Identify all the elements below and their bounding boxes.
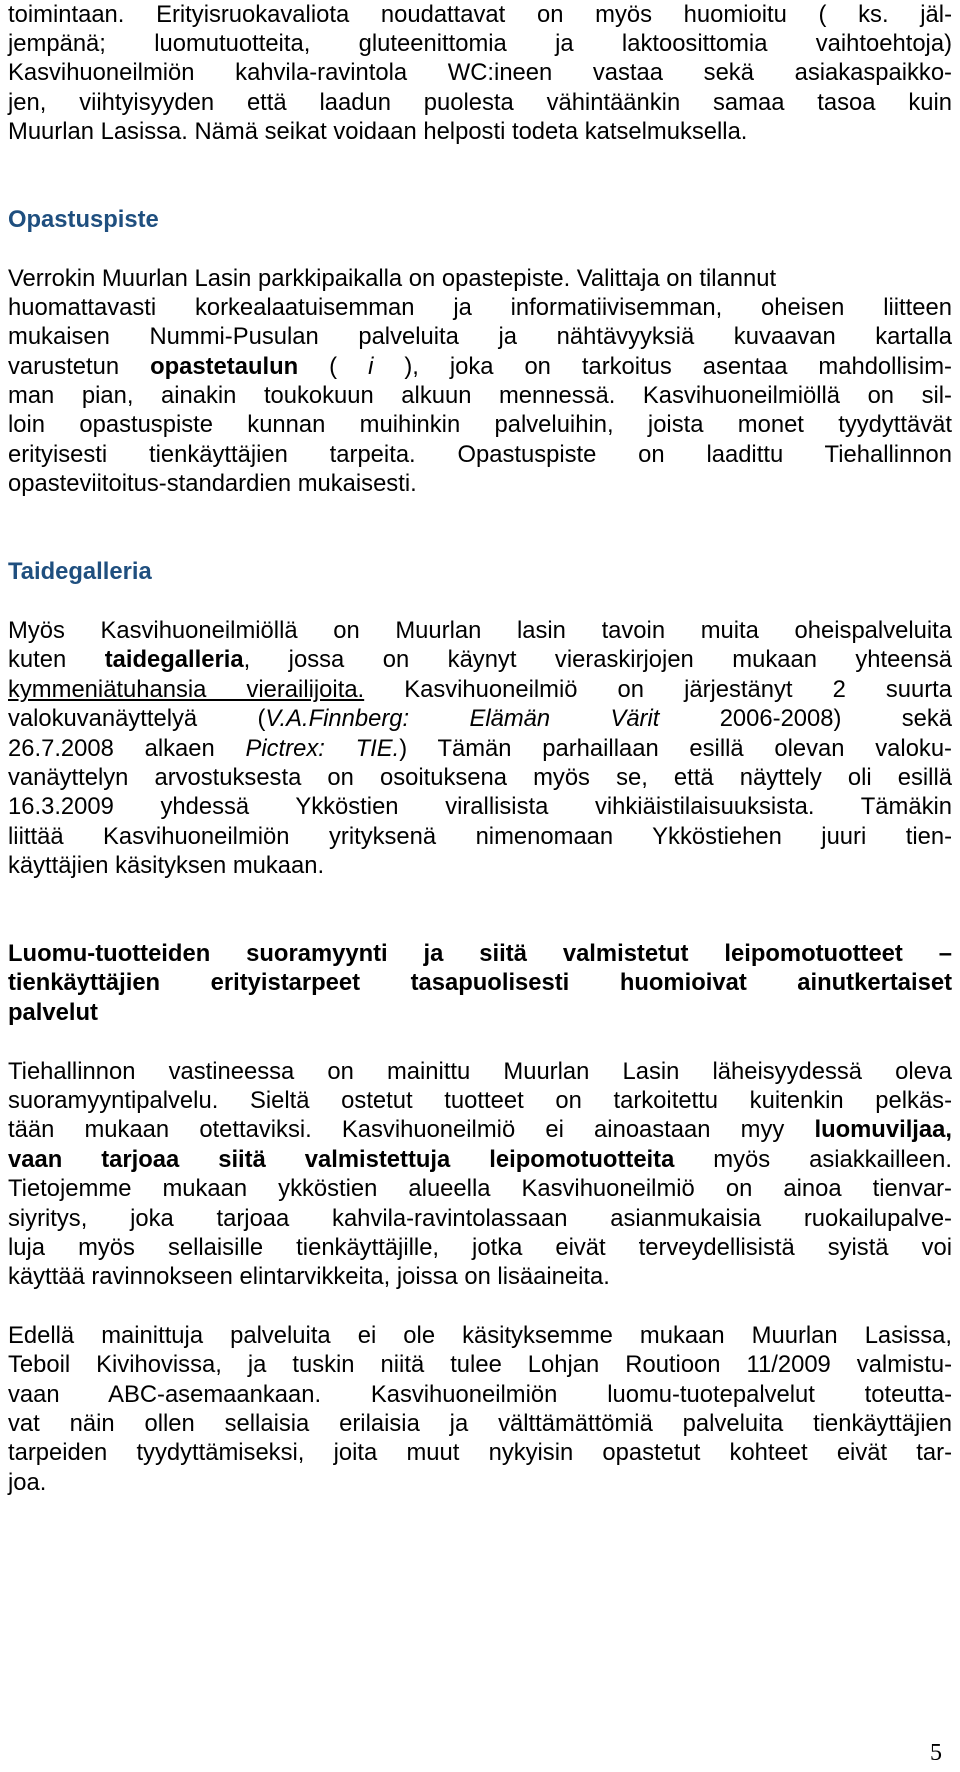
luomu-line-7: luja myös sellaisille tienkäyttäjille, jotka eivät terveydellisistä syistä voi bbox=[8, 1234, 952, 1261]
luomu-heading-line-3: palvelut bbox=[8, 999, 98, 1026]
closing-line-1: Edellä mainittuja palveluita ei ole käsityksemme mukaan Muurlan Lasissa, bbox=[8, 1322, 952, 1349]
luomu-l4b: myös asiakkailleen. bbox=[674, 1146, 952, 1173]
galleria-l4a: valokuvanäyttelyä ( bbox=[8, 705, 266, 732]
galleria-line-4 bbox=[8, 704, 952, 734]
galleria-l3b: Kasvihuoneilmiö on järjestänyt 2 suurta bbox=[364, 676, 952, 703]
luomu-l3a: tään mukaan otettaviksi. Kasvihuoneilmiö ei ainoastaan myy bbox=[8, 1116, 815, 1143]
page-number: 5 bbox=[930, 1740, 942, 1766]
opastuspiste-heading: Opastuspiste bbox=[8, 206, 159, 233]
luomu-heading-line-1: Luomu-tuotteiden suoramyynti ja siitä valmistetut leipomotuotteet – bbox=[8, 940, 952, 967]
galleria-l2a: kuten bbox=[8, 646, 67, 673]
closing-line-4: vat näin ollen sellaisia erilaisia ja välttämättömiä palveluita tienkäyttäjien bbox=[8, 1410, 952, 1437]
closing-line-6: joa. bbox=[8, 1469, 47, 1496]
closing-line-3: vaan ABC-asemaankaan. Kasvihuoneilmiön luomu-tuotepalvelut toteutta- bbox=[8, 1381, 952, 1408]
opastus-line-5: man pian, ainakin toukokuun alkuun mennessä. Kasvihuoneilmiöllä on sil- bbox=[8, 382, 952, 409]
taidegalleria-bold: taidegalleria bbox=[104, 646, 244, 673]
luomu-heading-line-2: tienkäyttäjien erityistarpeet tasapuolisesti huomioivat ainutkertaiset bbox=[8, 969, 952, 996]
leipomotuotteita-bold: vaan tarjoaa siitä valmistettuja leipomotuotteita bbox=[8, 1146, 675, 1173]
galleria-l4c: 2006-2008) sekä bbox=[659, 705, 953, 732]
luomu-line-5: Tietojemme mukaan ykköstien alueella Kasvihuoneilmiö on ainoa tienvar- bbox=[8, 1175, 952, 1202]
opastus-line-8: opasteviitoitus-standardien mukaisesti. bbox=[8, 470, 417, 497]
luomu-line-4 bbox=[8, 1145, 952, 1175]
intro-line-1: toimintaan. Erityisruokavaliota noudattavat on myös huomioitu ( ks. jäl- bbox=[8, 1, 952, 28]
galleria-line-8: liittää Kasvihuoneilmiön yrityksenä nimenomaan Ykköstiehen juuri tien- bbox=[8, 823, 952, 850]
luomu-line-3 bbox=[8, 1115, 952, 1145]
opastus-l4e: ), joka on tarkoitus asentaa mahdollisim- bbox=[404, 353, 952, 380]
info-i-text: i bbox=[368, 353, 374, 380]
opastus-line-1 bbox=[8, 264, 952, 294]
closing-line-5: tarpeiden tyydyttämiseksi, joita muut nykyisin opastetut kohteet eivät tar- bbox=[8, 1439, 952, 1466]
opastus-line-4 bbox=[8, 352, 952, 382]
luomu-line-8: käyttää ravinnokseen elintarvikkeita, joissa on lisäaineita. bbox=[8, 1263, 610, 1290]
finnberg-italic: V.A.Finnberg: Elämän Värit bbox=[265, 705, 660, 732]
taidegalleria-heading: Taidegalleria bbox=[8, 558, 152, 585]
galleria-line-5 bbox=[8, 734, 952, 764]
closing-line-2: Teboil Kivihovissa, ja tuskin niitä tulee Lohjan Routioon 11/2009 valmistu- bbox=[8, 1351, 952, 1378]
galleria-l5a: 26.7.2008 alkaen bbox=[8, 735, 246, 762]
opastus-line-1-text: Verrokin Muurlan Lasin parkkipaikalla on opastepiste. Valittaja on tilannut bbox=[8, 265, 777, 292]
luomu-line-1: Tiehallinnon vastineessa on mainittu Muurlan Lasin läheisyydessä oleva bbox=[8, 1058, 952, 1085]
opastus-line-3: mukaisen Nummi-Pusulan palveluita ja nähtävyyksiä kuvaavan kartalla bbox=[8, 323, 952, 350]
vierailijoita-underline: kymmeniätuhansia vierailijoita. bbox=[8, 676, 365, 703]
galleria-line-2 bbox=[8, 645, 952, 675]
galleria-line-3 bbox=[8, 675, 952, 705]
galleria-line-7: 16.3.2009 yhdessä Ykköstien virallisista vihkiäistilaisuuksista. Tämäkin bbox=[8, 793, 952, 820]
galleria-line-1: Myös Kasvihuoneilmiöllä on Muurlan lasin tavoin muita oheispalveluita bbox=[8, 617, 952, 644]
intro-line-4: jen, viihtyisyyden että laadun puolesta vähintäänkin samaa tasoa kuin bbox=[8, 89, 952, 116]
opastus-line-6: loin opastuspiste kunnan muihinkin palveluihin, joista monet tyydyttävät bbox=[8, 411, 952, 438]
luomuviljaa-bold: luomuviljaa, bbox=[814, 1116, 952, 1143]
intro-line-3: Kasvihuoneilmiön kahvila-ravintola WC:ineen vastaa sekä asiakaspaikko- bbox=[8, 59, 952, 86]
galleria-l2c: , jossa on käynyt vieraskirjojen mukaan yhteensä bbox=[243, 646, 952, 673]
opastus-l4c: ( bbox=[329, 353, 338, 380]
intro-line-2: jempänä; luomutuotteita, gluteenittomia ja laktoosittomia vaihtoehtoja) bbox=[8, 30, 952, 57]
galleria-l5c: ) Tämän parhaillaan esillä olevan valoku- bbox=[399, 735, 952, 762]
intro-line-5: Muurlan Lasissa. Nämä seikat voidaan helposti todeta katselmuksella. bbox=[8, 118, 748, 145]
pictrex-italic: Pictrex: TIE. bbox=[245, 735, 400, 762]
luomu-line-6: siyritys, joka tarjoaa kahvila-ravintolassaan asianmukaisia ruokailupalve- bbox=[8, 1205, 952, 1232]
opastus-line-2: huomattavasti korkealaatuisemman ja informatiivisemman, oheisen liitteen bbox=[8, 294, 952, 321]
opastus-line-7: erityisesti tienkäyttäjien tarpeita. Opastuspiste on laadittu Tiehallinnon bbox=[8, 441, 952, 468]
galleria-line-6: vanäyttelyn arvostuksesta on osoituksena myös se, että näyttely oli esillä bbox=[8, 764, 952, 791]
opastetaulun-text: opastetaulun bbox=[150, 353, 299, 380]
opastus-l4a: varustetun bbox=[8, 353, 120, 380]
luomu-line-2: suoramyyntipalvelu. Sieltä ostetut tuotteet on tarkoitettu kuitenkin pelkäs- bbox=[8, 1087, 952, 1114]
galleria-line-9: käyttäjien käsityksen mukaan. bbox=[8, 852, 325, 879]
